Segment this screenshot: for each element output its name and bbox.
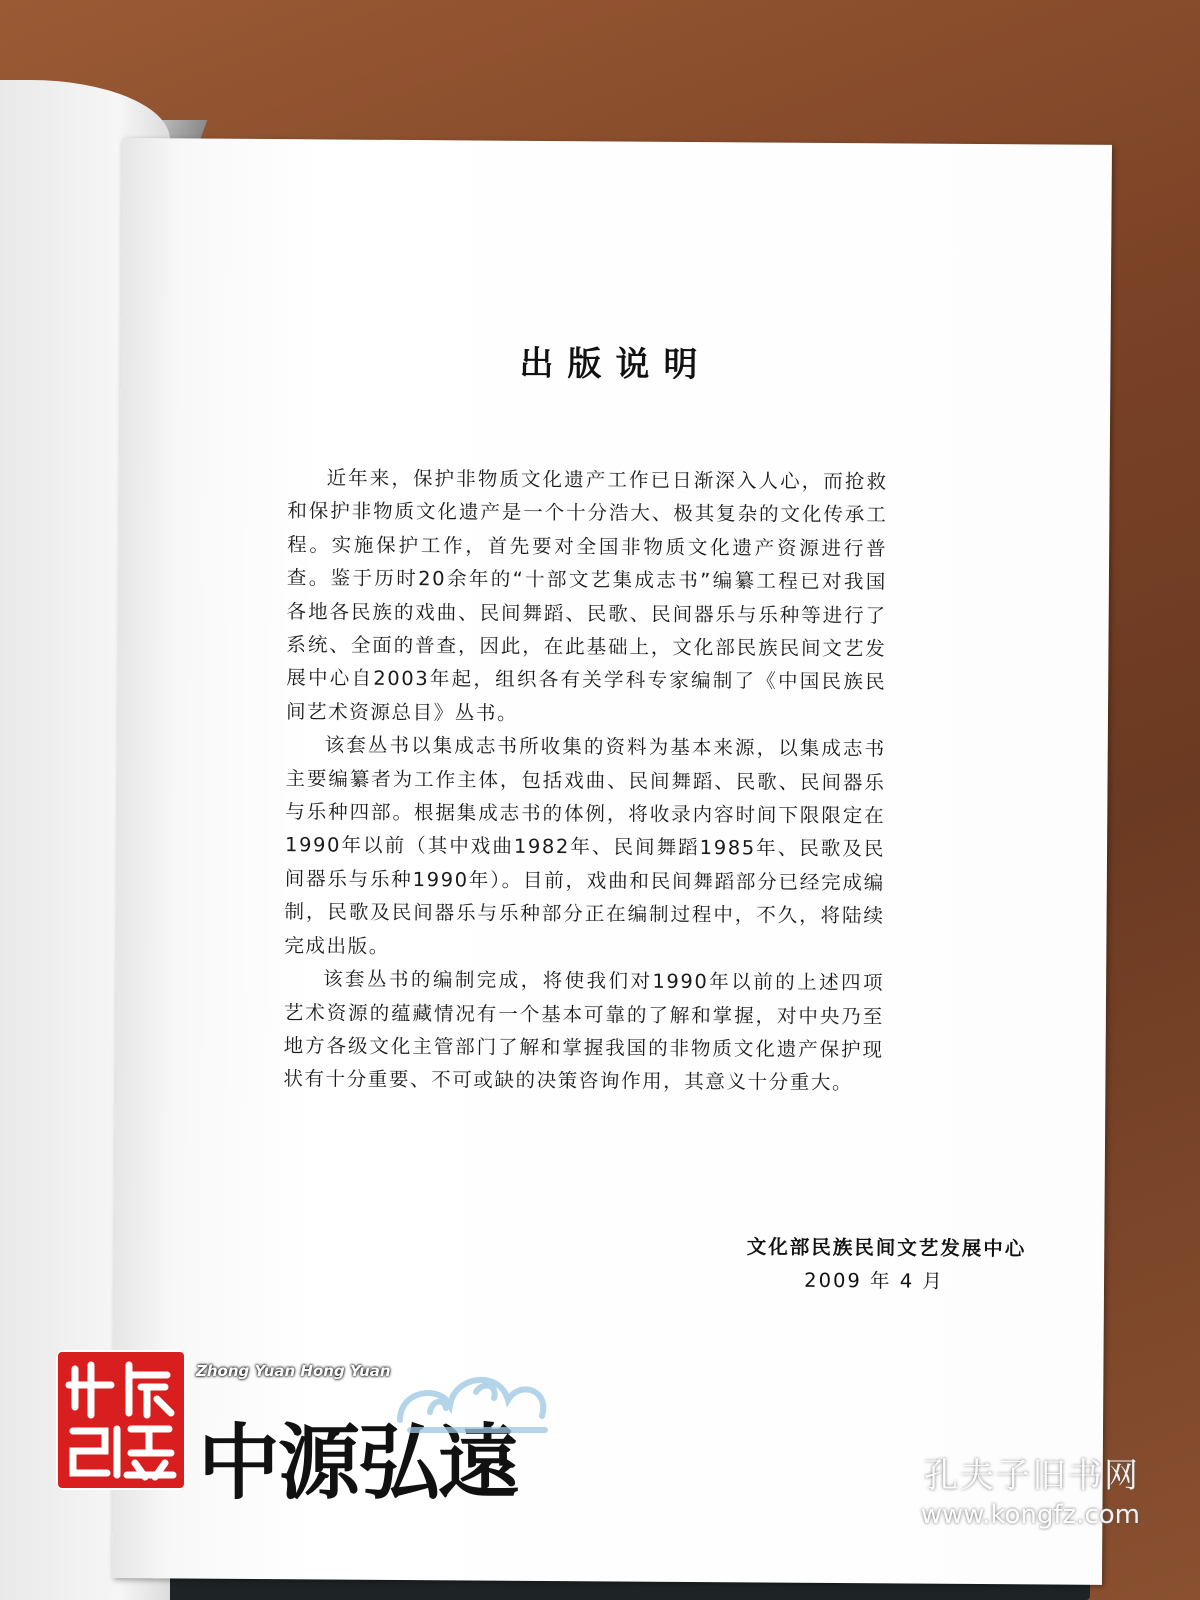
- paragraph-2: 该套丛书以集成志书所收集的资料为基本来源，以集成志书主要编纂者为工作主体，包括戏曲、民间舞蹈、民歌、民间器乐与乐种四部。根据集成志书的体例，将收录内容时间下限限定在1990年以前（其中戏曲1982年、民间舞蹈1985年、民歌及民间器乐与乐种1990年）。目前，戏曲和民间舞蹈部分已经完成编制，民歌及民间器乐与乐种部分正在编制过程中，不久，将陆续完成出版。: [284, 733, 886, 958]
- paragraph-1: 近年来，保护非物质文化遗产工作已日渐深入人心，而抢救和保护非物质文化遗产是一个十分浩大、极其复杂的文化传承工程。实施保护工作，首先要对全国非物质文化遗产资源进行普查。鉴于历时20余年的“十部文艺集成志书”编纂工程已对我国各地各民族的戏曲、民间舞蹈、民歌、民间器乐与乐种等进行了系统、全面的普查，因此，在此基础上，文化部民族民间文艺发展中心自2003年起，组织各有关学科专家编制了《中国民族民间艺术资源总目》丛书。: [285, 466, 888, 725]
- signature-block: [714, 1230, 1034, 1298]
- seal-glyphs-icon: [61, 1355, 181, 1485]
- seal-logo: [56, 1350, 186, 1490]
- cloud-decoration-icon: [380, 1330, 560, 1440]
- page-title: 出版说明: [519, 343, 712, 386]
- body-text: [283, 461, 887, 1100]
- paragraph-3: 该套丛书的编制完成，将使我们对1990年以前的上述四项艺术资源的蕴藏情况有一个基本可靠的了解和掌握，对中央乃至地方各级文化主管部门了解和掌握我国的非物质文化遗产保护现状有十分重要、不可或缺的决策咨询作用，其意义十分重大。: [283, 967, 885, 1095]
- site-watermark-name: 孔夫子旧书网: [924, 1456, 1140, 1496]
- signature-organization: 文化部民族民间文艺发展中心: [746, 1235, 1027, 1261]
- brand-english: Zhong Yuan Hong Yuan: [196, 1362, 391, 1380]
- site-watermark-url: www.kongfz.com: [920, 1500, 1140, 1530]
- brand-chinese: 中源弘遠: [198, 1415, 519, 1511]
- signature-date: 2009 年 4 月: [804, 1268, 944, 1293]
